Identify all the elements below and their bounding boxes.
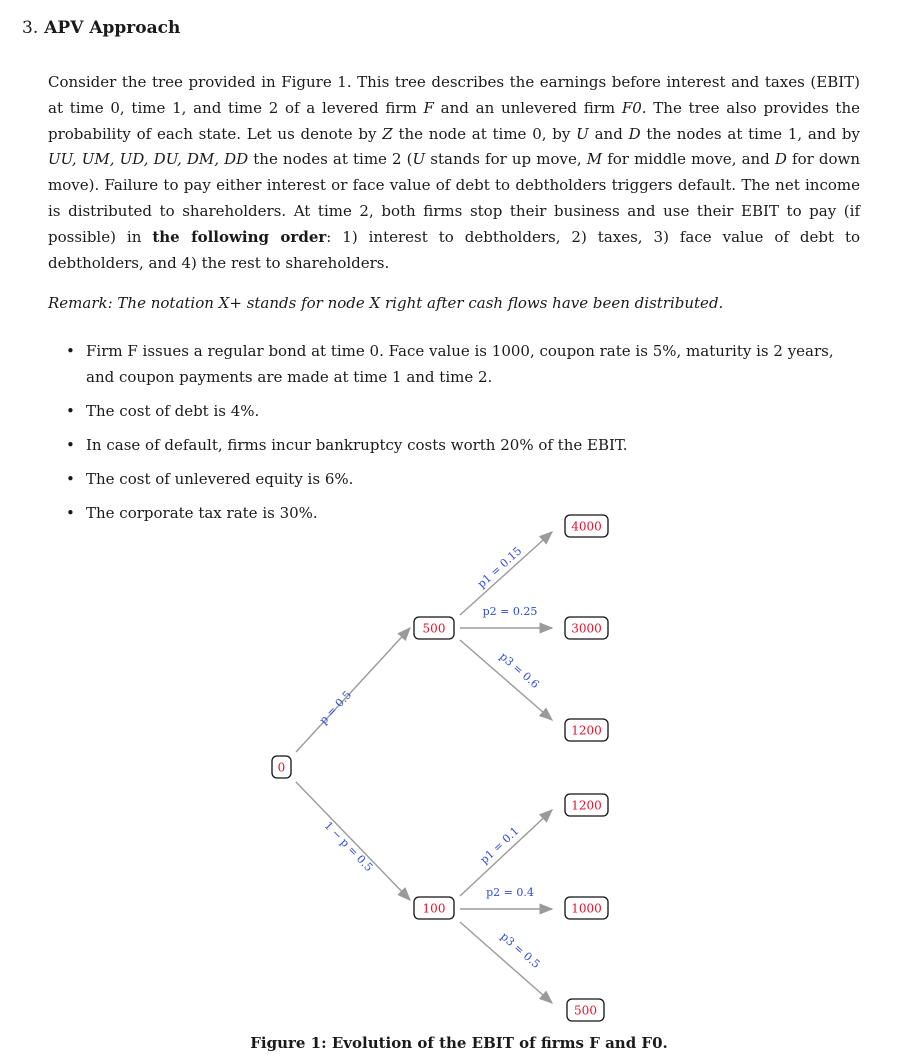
math-firm-levered: F: [423, 98, 434, 117]
figure-caption: Figure 1: Evolution of the EBIT of firms F and F0.: [250, 1034, 668, 1052]
bullet-icon: •: [66, 436, 75, 454]
intro-text: for middle move, and: [602, 150, 775, 169]
math-letter-d: D: [774, 150, 787, 169]
math-node-z: Z: [382, 124, 393, 143]
prob-label-down-p3: p3 = 0.5: [498, 929, 543, 971]
math-firm-unlevered: F0: [621, 98, 642, 117]
node-dm: 1000: [571, 901, 602, 916]
intro-text: the nodes at time 1, and by: [640, 124, 860, 143]
intro-text: . The tree also provides the probability of each state. Let us denote by: [48, 98, 860, 143]
intro-text: Consider the tree provided in Figure 1. This tree describes the earnings before interest and taxes (EBIT) at time 0, time 1, and time 2 of a levered firm: [48, 73, 860, 117]
node-dd: 500: [574, 1003, 597, 1018]
node-root: 0: [277, 760, 286, 775]
remark: Remark: The notation X+ stands for node X right after cash flows have been distributed.: [48, 294, 724, 312]
bullet-icon: •: [66, 342, 75, 360]
list-item-text: In case of default, firms incur bankruptcy costs worth 20% of the EBIT.: [86, 436, 628, 454]
bullet-icon: •: [66, 470, 75, 488]
intro-text: and: [588, 124, 629, 143]
intro-text: the node at time 0, by: [392, 124, 577, 143]
node-um: 3000: [571, 621, 602, 636]
prob-label-up: p = 0.5: [316, 688, 355, 727]
prob-label-up-p2: p2 = 0.25: [482, 605, 538, 618]
list-item: [48, 466, 860, 492]
node-du: 1200: [571, 798, 602, 813]
list-item-text: The corporate tax rate is 30%.: [86, 504, 318, 522]
math-letter-u: U: [412, 150, 426, 169]
edge-up-uu: [460, 532, 552, 615]
ebit-tree-diagram: [0, 500, 918, 1030]
intro-paragraph: [48, 70, 860, 276]
list-item: [48, 432, 860, 458]
edge-down-du: [460, 810, 552, 896]
prob-label-down-p1: p1 = 0.1: [477, 824, 522, 867]
section-title: [22, 18, 180, 38]
node-up: 500: [422, 621, 446, 636]
list-item-text: Firm F issues a regular bond at time 0. Face value is 1000, coupon rate is 5%, maturity is 2 years, and coupon payments are made at time 1 and time 2.: [86, 342, 834, 386]
edge-root-up: [296, 628, 410, 752]
intro-text: and an unlevered firm: [433, 98, 622, 117]
section-number: 3.: [22, 18, 39, 38]
intro-text: stands for up move,: [425, 150, 587, 169]
prob-label-down: 1 − p = 0.5: [321, 819, 376, 875]
node-uu: 4000: [571, 519, 602, 534]
prob-label-up-p1: p1 = 0.15: [474, 544, 525, 591]
intro-text: for down move). Failure to pay either interest or face value of debt to debtholders triggers default. The net income is distributed to shareholders. At time 2, both firms stop their business and use their EBIT to pay (if possible) in: [48, 150, 861, 246]
bullet-icon: •: [66, 504, 75, 522]
list-item: [48, 398, 860, 424]
list-item: [48, 338, 860, 390]
math-node-d: D: [628, 124, 641, 143]
list-item-text: The cost of debt is 4%.: [86, 402, 260, 420]
prob-label-down-p2: p2 = 0.4: [486, 886, 534, 899]
node-down: 100: [422, 901, 446, 916]
section-title-text: APV Approach: [44, 18, 181, 38]
math-nodes-time2: UU, UM, UD, DU, DM, DD: [48, 150, 249, 169]
math-node-u: U: [576, 124, 589, 143]
intro-text: : 1) interest to debtholders, 2) taxes, 3) face value of debt to debtholders, and 4) the rest to shareholders.: [48, 227, 860, 272]
list-item-text: The cost of unlevered equity is 6%.: [86, 470, 354, 488]
node-ud: 1200: [571, 723, 602, 738]
bullet-icon: •: [66, 402, 75, 420]
math-letter-m: M: [586, 150, 603, 169]
bold-order: the following order: [152, 227, 327, 246]
intro-text: the nodes at time 2 (: [248, 150, 413, 169]
prob-label-up-p3: p3 = 0.6: [497, 649, 542, 691]
